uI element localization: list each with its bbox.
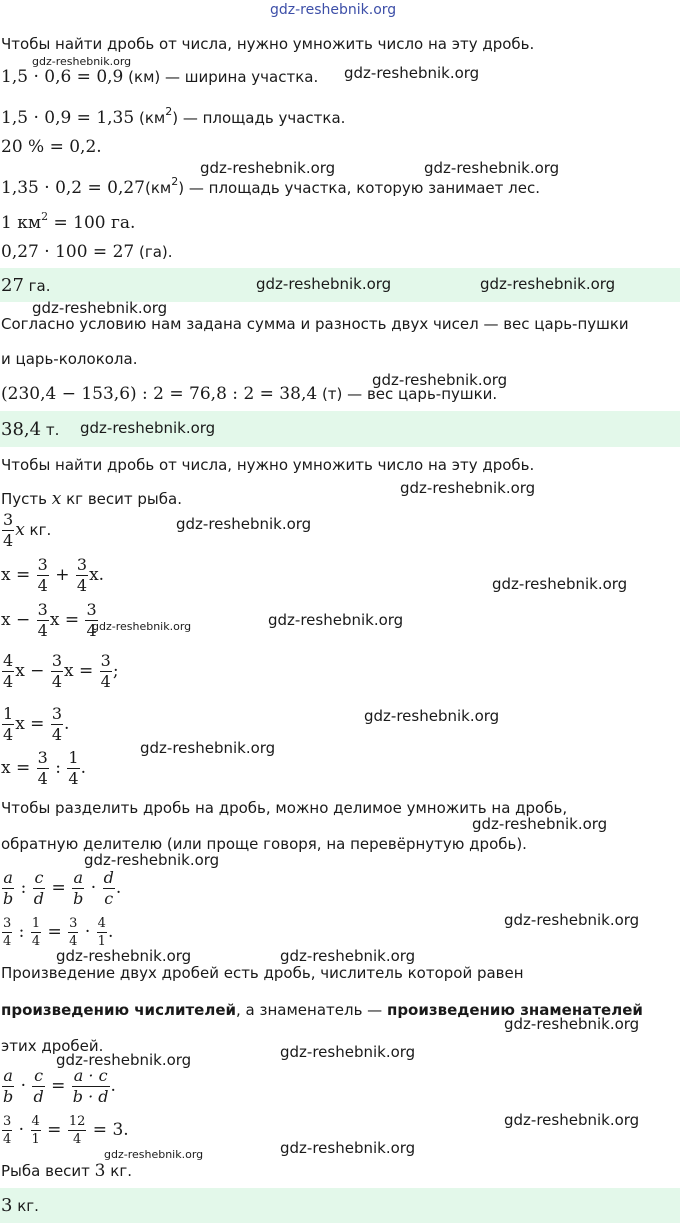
site-watermark: gdz-reshebnik.org — [32, 299, 168, 317]
fraction: $\frac{3}{4}$ — [69, 916, 78, 949]
site-watermark: gdz-reshebnik.org — [56, 1051, 192, 1069]
division-rule-text-cont: обратную делителю (или проще говоря, на перевёрнутую дробь). — [1, 835, 527, 853]
fraction: $\frac{a}{b}$ — [73, 868, 84, 908]
answer-text: 38,4 т. — [1, 419, 60, 440]
math-expression: 1,35 · 0,2 = 0,27 — [1, 178, 146, 198]
site-watermark: gdz-reshebnik.org — [176, 515, 312, 533]
site-watermark: gdz-reshebnik.org — [492, 575, 628, 593]
product-rule-text-cont: произведению числителей, а знаменатель — произведению знаменателей — [1, 1001, 643, 1019]
site-watermark: gdz-reshebnik.org — [280, 1139, 416, 1157]
site-watermark: gdz-reshebnik.org — [400, 479, 536, 497]
fraction: $\frac{12}{4}$ — [68, 1114, 86, 1147]
math-expression: 1 $км^2 = 100$ га. — [1, 210, 136, 233]
site-watermark: gdz-reshebnik.org — [504, 911, 640, 929]
description-text: — площадь участка, которую занимает лес. — [184, 179, 540, 197]
site-watermark: gdz-reshebnik.org — [200, 159, 336, 177]
equation-step-1: $\frac{3}{4}$ x кг. — [3, 510, 52, 550]
equation-step-4: $\frac{4}{4}$ x − $\frac{3}{4}$ x = $\frac{3}{4}$ ; — [3, 651, 119, 691]
site-watermark: gdz-reshebnik.org — [56, 947, 192, 965]
division-formula-numeric: $\frac{3}{4}$ : $\frac{1}{4}$ = $\frac{3}{4}$ · $\frac{4}{1}$ . — [3, 916, 114, 949]
fraction: $\frac{3}{4}$ — [86, 600, 97, 640]
calc-line-width — [1, 67, 318, 87]
site-watermark: gdz-reshebnik.org — [280, 1043, 416, 1061]
site-watermark: gdz-reshebnik.org — [280, 947, 416, 965]
fraction: $\frac{3}{4}$ — [76, 555, 88, 595]
fraction: $\frac{4}{1}$ — [97, 916, 106, 949]
product-formula: $\frac{a}{b}$ · $\frac{c}{d}$ = $\frac{a \cdot c}{b \cdot d}$ . — [3, 1066, 116, 1106]
site-watermark: gdz-reshebnik.org — [344, 64, 480, 82]
site-watermark-header: gdz-reshebnik.org — [270, 2, 397, 18]
site-watermark: gdz-reshebnik.org — [480, 275, 616, 293]
unit-label: (км) — [128, 68, 161, 86]
product-rule-text-end: этих дробей. — [1, 1037, 104, 1055]
rule-text: Чтобы найти дробь от числа, нужно умножить число на эту дробь. — [1, 35, 535, 53]
answer-box — [0, 1188, 680, 1223]
math-expression: (230,4 − 153,6) : 2 = 76,8 : 2 = 38,4 — [1, 384, 318, 404]
site-watermark: gdz-reshebnik.org — [140, 739, 276, 757]
let-statement: Пусть x кг весит рыба. — [1, 489, 182, 509]
site-watermark: gdz-reshebnik.org — [256, 275, 392, 293]
unit-label: (т) — [321, 385, 343, 403]
site-watermark: gdz-reshebnik.org — [80, 419, 216, 437]
unit-label: $(км^2)$ — [145, 175, 185, 197]
equation-step-3: x − $\frac{3}{4}$ x = $\frac{3}{4}$ — [1, 600, 97, 640]
math-expression: 20 % = 0,2. — [1, 137, 102, 157]
fraction: $\frac{3}{4}$ — [37, 748, 48, 788]
site-watermark: gdz-reshebnik.org — [84, 851, 220, 869]
fraction: $\frac{3}{4}$ — [3, 916, 12, 949]
equation-step-5: $\frac{1}{4}$ x = $\frac{3}{4}$ . — [3, 704, 70, 744]
calc-line-percent — [1, 137, 102, 157]
product-formula-numeric: $\frac{3}{4}$ · $\frac{4}{1}$ = $\frac{12}{4}$ = 3. — [3, 1114, 129, 1147]
site-watermark: gdz-reshebnik.org — [104, 1148, 204, 1161]
product-rule-text: Произведение двух дробей есть дробь, числитель которой равен — [1, 964, 524, 982]
fraction: $\frac{3}{4}$ — [100, 651, 111, 691]
fraction: $\frac{c}{d}$ — [33, 1066, 44, 1106]
fraction: $\frac{d}{c}$ — [103, 868, 114, 908]
site-watermark: gdz-reshebnik.org — [424, 159, 560, 177]
fraction: $\frac{a}{b}$ — [3, 868, 14, 908]
fraction: $\frac{3}{4}$ — [3, 510, 14, 550]
fraction: $\frac{c}{d}$ — [33, 868, 45, 908]
fraction: $\frac{1}{4}$ — [68, 748, 79, 788]
description-text: — ширина участка. — [160, 68, 319, 86]
answer-text: 3 кг. — [1, 1195, 39, 1216]
condition-text-cont: и царь-колокола. — [1, 350, 138, 368]
fraction: $\frac{4}{1}$ — [31, 1114, 40, 1147]
fraction: $\frac{3}{4}$ — [37, 555, 48, 595]
site-watermark: gdz-reshebnik.org — [504, 1015, 640, 1033]
fraction: $\frac{3}{4}$ — [3, 1114, 12, 1147]
condition-text: Согласно условию нам задана сумма и разность двух чисел — вес царь-пушки — [1, 315, 629, 333]
division-formula: $\frac{a}{b}$ : $\frac{c}{d}$ = $\frac{a}{b}$ · $\frac{d}{c}$ . — [3, 868, 122, 908]
equation-step-6: x = $\frac{3}{4}$ : $\frac{1}{4}$ . — [1, 748, 86, 788]
calc-line-area — [1, 102, 345, 128]
math-expression: 1,5 · 0,9 = 1,35 — [1, 108, 135, 128]
rule-text: Чтобы найти дробь от числа, нужно умножить число на эту дробь. — [1, 456, 535, 474]
fraction: $\frac{3}{4}$ — [51, 704, 63, 744]
site-watermark: gdz-reshebnik.org — [92, 620, 192, 633]
site-watermark: gdz-reshebnik.org — [268, 611, 404, 629]
fraction: $\frac{4}{4}$ — [3, 651, 14, 691]
fraction: $\frac{1}{4}$ — [31, 916, 41, 949]
site-watermark: gdz-reshebnik.org — [32, 55, 132, 68]
fraction: $\frac{3}{4}$ — [37, 600, 48, 640]
description-text: — площадь участка. — [178, 109, 346, 127]
unit-label: (га). — [138, 243, 173, 261]
site-watermark: gdz-reshebnik.org — [472, 815, 608, 833]
equation-step-2: x = $\frac{3}{4}$ + $\frac{3}{4}$ x. — [1, 555, 105, 595]
result-statement: Рыба весит 3 кг. — [1, 1161, 132, 1181]
calc-line-hectares — [1, 242, 173, 262]
division-rule-text: Чтобы разделить дробь на дробь, можно делимое умножить на дробь, — [1, 799, 568, 817]
fraction: $\frac{a \cdot c}{b \cdot d}$ — [72, 1066, 109, 1106]
unit-label: $(км^2)$ — [138, 105, 179, 127]
fraction: $\frac{1}{4}$ — [3, 704, 14, 744]
math-expression: 1,5 · 0,6 = 0,9 — [1, 67, 124, 87]
description-text: — вес царь-пушки. — [342, 385, 498, 403]
calc-line-conversion — [1, 207, 135, 233]
site-watermark: gdz-reshebnik.org — [364, 707, 500, 725]
site-watermark: gdz-reshebnik.org — [372, 371, 508, 389]
answer-text: 27 га. — [1, 275, 51, 296]
fraction: $\frac{3}{4}$ — [51, 651, 63, 691]
site-watermark: gdz-reshebnik.org — [504, 1111, 640, 1129]
math-expression: 0,27 · 100 = 27 — [1, 242, 135, 262]
fraction: $\frac{a}{b}$ — [3, 1066, 14, 1106]
